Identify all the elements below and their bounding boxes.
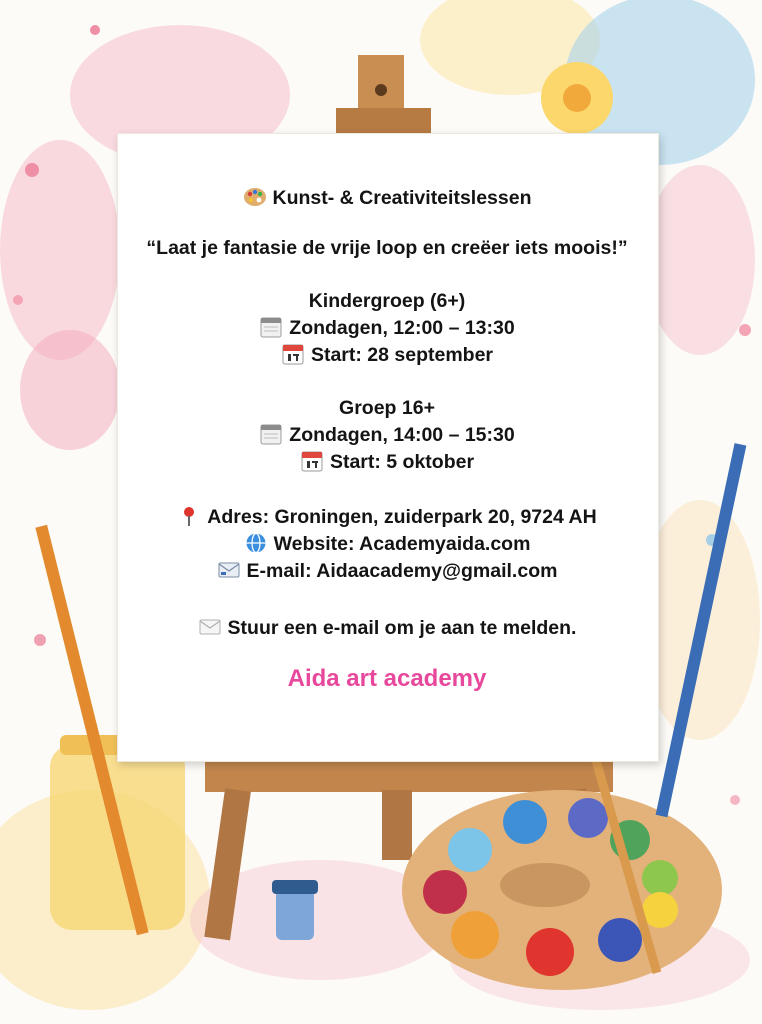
pin-icon [177,505,201,527]
mail-icon [198,616,222,638]
group-1-start: Start: 28 september [310,344,494,366]
cta-text: Stuur een e-mail om je aan te melden. [227,617,577,639]
heading-text: Kunst- & Creativiteitslessen [272,187,532,209]
quote-text: “Laat je fantasie de vrije loop en creëer iets moois!” [146,237,628,259]
date-17-icon [281,343,305,365]
group-1-start-line [117,342,657,369]
group-2-schedule: Zondagen, 14:00 – 15:30 [289,424,515,446]
brand-name: Aida art academy [287,665,487,692]
group-2-title: Groep 16+ [339,397,435,419]
heading-line [117,185,657,212]
group-2-start: Start: 5 oktober [329,451,475,473]
group-1-schedule: Zondagen, 12:00 – 13:30 [289,317,515,339]
globe-icon [244,532,268,554]
envelope-icon [217,559,241,581]
group-2-start-line [117,449,657,476]
email-line [117,558,657,585]
cta-line [117,615,657,642]
date-17-icon [300,450,324,472]
palette-icon [243,186,267,208]
group-1-title: Kindergroep (6+) [308,290,466,312]
poster-content [117,133,657,694]
address-line [117,504,657,531]
group-1-schedule-line [117,315,657,342]
website-line [117,531,657,558]
website-text[interactable]: Website: Academyaida.com [273,533,531,555]
address-text: Adres: Groningen, zuiderpark 20, 9724 AH [207,506,597,528]
group-2-schedule-line [117,422,657,449]
calendar-icon [259,316,283,338]
email-text[interactable]: E-mail: Aidaacademy@gmail.com [246,560,558,582]
calendar-icon [259,423,283,445]
